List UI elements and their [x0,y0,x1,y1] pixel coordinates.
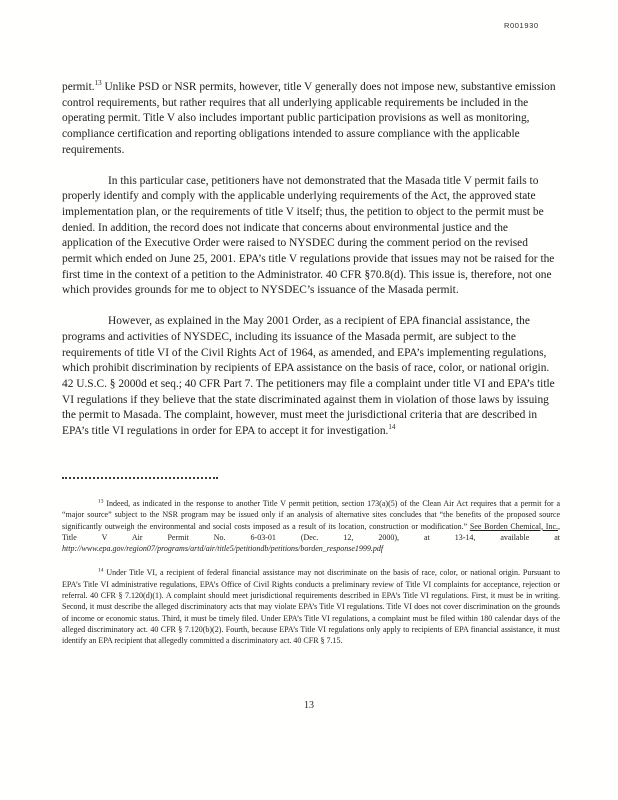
footnote-13-marker: 13 [98,498,104,505]
footnote-separator [62,477,218,479]
footnote-13-url: http://www.epa.gov/region07/programs/artd/air/title5/petitiondb/petitions/borden_response1999.pdf [62,544,384,554]
footnote-ref-13: 13 [94,79,102,88]
footnote-13-text: Indeed, as indicated in the response to another Title V permit petition, section 173(a)(5) of the Clean Air Act requires that a permit for a “major source” subject to the NSR program may be issued only if an analysis of alternative sites concludes that “the benefits of the proposed source significantly outweigh the environmental and social costs imposed as a result of its location, construction or modification.” [62,499,560,531]
footnote-13-citation: See Borden Chemical, Inc. [469,521,558,531]
footnote-14 [62,567,560,646]
footnote-ref-14: 14 [388,423,396,432]
document-body [62,80,557,455]
paragraph-3 [62,314,557,440]
footnote-14-marker: 14 [98,567,104,574]
paragraph-3-text: However, as explained in the May 2001 Order, as a recipient of EPA financial assistance, the programs and activities of NYSDEC, including its issuance of the Masada permit, are subject to the requirements of title VI of the Civil Rights Act of 1964, as amended, and EPA’s implementing regulations, which prohibit discrimination by recipients of EPA assistance on the basis of race, color, or national origin. 42 U.S.C. § 2000d et seq.; 40 CFR Part 7. The petitioners may file a complaint under title VI and EPA’s title VI regulations if they believe that the state discriminated against them in violation of those laws by issuing the permit to Masada. The complaint, however, must meet the jurisdictional criteria that are described in EPA’s title VI regulations in order for EPA to accept it for investigation. [62,315,555,438]
paragraph-2 [62,174,557,300]
paragraph-2-text: In this particular case, petitioners have not demonstrated that the Masada title V permit fails to properly identify and comply with the applicable underlying requirements of the Act, the approved state implementation plan, or the requirements of title V itself; thus, the petition to object to the permit must be denied. In addition, the record does not indicate that concerns about environmental justice and the application of the Executive Order were raised to NYSDEC during the comment period on the revised permit which ended on June 25, 2001. EPA’s title V regulations provide that issues may not be raised for the first time in the context of a petition to the Administrator. 40 CFR §70.8(d). This issue is, therefore, not one which provides grounds for me to object to NYSDEC’s issuance of the Masada permit. [62,174,555,297]
footnote-area [62,477,560,660]
header-stamp: R001930 [504,21,539,30]
page-number: 13 [304,700,314,711]
footnote-13-citation-rest: , Title V Air Permit No. 6-03-01 (Dec. 12, 2000), at 13-14, available at [62,521,560,542]
paragraph-1-lead: permit. [62,81,95,93]
footnote-14-text: Under Title VI, a recipient of federal financial assistance may not discriminate on the basis of race, color, or national origin. Pursuant to EPA’s Title VI administrative regulations, EPA’s Office of Civil Rights conducts a preliminary review of Title VI complaints for acceptance, rejection or referral. 40 CFR § 7.120(d)(1). A complaint should meet jurisdictional requirements described in EPA’s Title VI regulations. First, it must be in writing. Second, it must describe the alleged discriminatory acts that may violate EPA’s Title VI regulations. Title VI does not cover discrimination on the grounds of income or economic status. Third, it must be timely filed. Under EPA’s Title VI regulations, a complaint must be filed within 180 calendar days of the alleged discriminatory act. 40 CFR § 7.120(b)(2). Fourth, because EPA’s Title VI regulations only apply to recipients of EPA financial assistance, it must identify an EPA recipient that allegedly committed a discriminatory act. 40 CFR § 7.15. [62,568,560,646]
footnote-13 [62,498,560,554]
paragraph-1 [62,80,557,159]
paragraph-1-text: Unlike PSD or NSR permits, however, title V generally does not impose new, substantive emission control requirements, but rather requires that all underlying applicable requirements be included in the operating permit. Title V also includes important public participation provisions as well as monitoring, compliance certification and reporting obligations intended to assure compliance with the applicable requirements. [62,81,556,156]
